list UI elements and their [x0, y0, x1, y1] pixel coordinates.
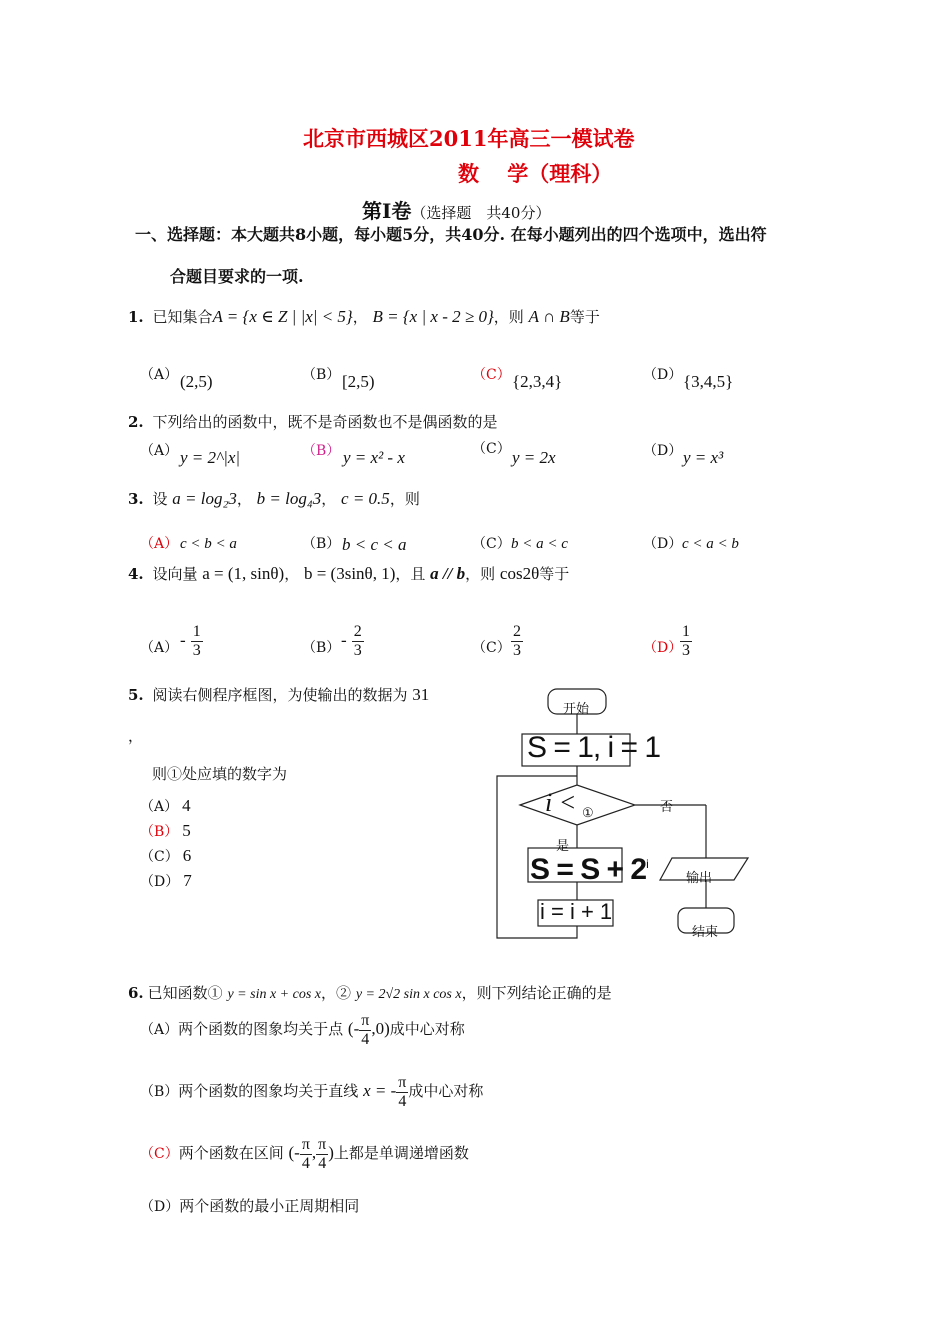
expr: A ∩ B: [528, 307, 570, 326]
sign: -: [180, 630, 186, 650]
then-text: 则: [508, 308, 524, 326]
equals-text: 等于: [569, 308, 600, 326]
flowchart: [480, 680, 770, 950]
denominator: 4: [361, 1030, 370, 1048]
separator: ，②: [321, 984, 352, 1002]
q3-option-a: （A）: [140, 536, 179, 552]
q3-option-a-value: c < b < a: [180, 536, 237, 552]
math-post: ,0): [371, 1019, 390, 1039]
option-label: （A）: [140, 1022, 179, 1039]
part-label: 第Ⅰ卷: [362, 199, 412, 223]
q3-option-b-value: b < c < a: [342, 535, 407, 554]
stem-text: 阅读右侧程序框图，为使输出的数据为: [152, 686, 408, 704]
question-number: 1.: [128, 308, 144, 326]
fraction: [191, 623, 203, 659]
sign: -: [341, 630, 347, 650]
stem-end: ，则下列结论正确的是: [461, 984, 612, 1002]
fraction: [300, 1136, 312, 1172]
math-mid: ,: [311, 1143, 317, 1163]
q1-option-b-value: [2,5): [342, 372, 375, 391]
section-instruction-line1: 一、选择题：本大题共8小题，每小题5分，共40分. 在每小题列出的四个选项中，选出符: [135, 225, 767, 244]
denominator: 4: [398, 1092, 407, 1110]
flowchart-decision: [520, 785, 635, 825]
part-note: （选择题 共40分）: [411, 204, 551, 222]
option-text: 两个函数的图象均关于点: [178, 1020, 344, 1039]
q2-option-a: （A）: [140, 443, 179, 459]
option-label: （B）: [140, 1084, 179, 1101]
stem-text: 已知集合: [152, 308, 213, 326]
question-1-stem: 1. 已知集合A = {x ∈ Z | |x| < 5}， B = {x | x - 2 ≥ 0}，则 A ∩ B等于: [128, 307, 600, 326]
q2-option-c-value: y = 2x: [512, 448, 556, 467]
q1-option-d: [643, 364, 682, 384]
q4-option-d: （D）: [643, 640, 683, 656]
set-b: B = {x | x - 2 ≥ 0}: [372, 307, 494, 326]
option-label: （C）: [472, 367, 511, 383]
q3-option-d: （D）: [643, 536, 683, 552]
question-5-comma: ，: [128, 727, 144, 745]
option-value: 4: [182, 796, 191, 815]
option-label: （D）: [140, 874, 180, 890]
flowchart-output-label: 输出: [686, 871, 713, 886]
denominator: 3: [682, 641, 690, 659]
math-post: ): [328, 1143, 334, 1163]
q6-option-a: [140, 1012, 465, 1048]
denominator: 3: [353, 641, 362, 659]
q4-option-c-value: [511, 623, 523, 659]
exam-title: 北京市西城区2011年高三一模试卷: [303, 126, 635, 151]
question-4-stem: 4. 设向量 a = (1, sinθ)， b = (3sinθ, 1)，且 a // b，则 cos2θ等于: [128, 564, 570, 583]
vector-b: b = (3sinθ, 1): [303, 564, 396, 583]
function-1: y = sin x + cos x: [227, 987, 322, 1002]
numerator: 2: [353, 623, 362, 640]
option-value: 7: [183, 871, 192, 890]
stem-text: 设: [152, 490, 168, 508]
flowchart-no-label: 否: [660, 800, 674, 815]
math-pre: (-: [347, 1019, 360, 1039]
q1-option-c: [472, 364, 511, 384]
option-text: 两个函数的图象均关于直线: [178, 1082, 359, 1101]
cond-text: ，且: [395, 565, 426, 583]
flowchart-body1-label: [530, 849, 648, 885]
q6-option-c: [140, 1136, 469, 1172]
option-text-post: 成中心对称: [389, 1020, 465, 1039]
fraction-2: [316, 1136, 328, 1172]
denominator: 3: [192, 641, 201, 659]
q3-option-c-value: b < a < c: [511, 536, 568, 552]
def-c: c = 0.5: [341, 489, 390, 508]
q2-option-b-value: y = x² - x: [343, 448, 405, 467]
q1-option-b: [302, 364, 340, 384]
fraction: [359, 1012, 371, 1048]
option-label: （A）: [140, 367, 179, 383]
fraction: [396, 1074, 408, 1110]
q4-option-a: （A）: [140, 640, 179, 656]
q2-option-c: （C）: [472, 441, 511, 457]
fraction: [680, 623, 692, 659]
option-text-post: 上都是单调递增函数: [333, 1144, 469, 1163]
function-2: y = 2√2 sin x cos x: [355, 987, 462, 1002]
question-number: 2.: [128, 413, 144, 431]
q3-option-c: （C）: [472, 536, 511, 552]
q6-option-d: [140, 1195, 359, 1216]
fraction: [352, 623, 364, 659]
equals-text: 等于: [539, 565, 570, 583]
option-label: （D）: [643, 367, 683, 383]
question-5-stem: [128, 684, 429, 705]
target-value: 31: [412, 685, 430, 704]
denominator: 4: [318, 1154, 327, 1172]
option-label: （C）: [140, 1146, 179, 1163]
set-a: A = {x ∈ Z | |x| < 5}: [212, 307, 353, 326]
option-label: （B）: [302, 367, 341, 383]
body1-exponent: i: [646, 857, 648, 871]
option-value: 6: [182, 846, 192, 865]
then-text: ，则: [465, 565, 496, 583]
q4-option-d-value: [680, 623, 692, 659]
option-label: （C）: [140, 849, 179, 865]
q1-option-a: [140, 364, 178, 384]
question-number: 4.: [128, 565, 144, 583]
q4-option-b: （B）: [302, 640, 341, 656]
numerator: π: [361, 1012, 370, 1029]
q1-option-c-value: {2,3,4}: [512, 372, 563, 391]
fraction: [511, 623, 523, 659]
def-b: b = log₄3: [256, 489, 322, 508]
q5-option-c: [140, 846, 191, 866]
flowchart-body2-label: i = i + 1: [540, 899, 613, 924]
q5-option-d: [140, 871, 192, 891]
numerator: π: [318, 1136, 327, 1153]
question-3-stem: 3. 设 a = log₂3， b = log₄3， c = 0.5，则: [128, 489, 420, 508]
numerator: 1: [682, 623, 690, 640]
stem-text: 已知函数①: [147, 984, 223, 1002]
q5-option-b: [140, 821, 191, 841]
option-text-post: 成中心对称: [408, 1082, 484, 1101]
q6-option-b: [140, 1074, 483, 1110]
q1-option-d-value: {3,4,5}: [683, 372, 734, 391]
then-text: ，则: [389, 490, 420, 508]
exam-subtitle: 数 学（理科）: [458, 161, 613, 186]
math-pre: x = -: [363, 1081, 397, 1101]
def-a: a = log₂3: [172, 489, 237, 508]
expr: cos2θ: [499, 564, 540, 583]
flowchart-condition-label: i <: [545, 788, 577, 817]
q3-option-d-value: c < a < b: [682, 536, 739, 552]
denominator: 3: [513, 641, 521, 659]
denominator: 4: [301, 1154, 310, 1172]
flowchart-init-label: S = 1, i = 1: [527, 731, 661, 764]
part-title: [362, 195, 550, 224]
stem-text: 下列给出的函数中，既不是奇函数也不是偶函数的是: [152, 413, 498, 431]
q1-option-a-value: (2,5): [180, 372, 213, 391]
math-pre: (-: [288, 1143, 300, 1163]
question-6-stem: [128, 982, 612, 1003]
question-number: 5.: [128, 686, 144, 704]
flowchart-blank-marker: ①: [582, 806, 594, 821]
option-text: 两个函数的最小正周期相同: [179, 1197, 360, 1215]
option-text: 两个函数在区间: [178, 1144, 284, 1163]
flowchart-end-label: 结束: [692, 925, 719, 940]
q4-option-b-value: [341, 623, 364, 659]
q2-option-a-value: y = 2^|x|: [180, 448, 241, 467]
option-value: 5: [182, 821, 191, 840]
option-label: （D）: [140, 1199, 180, 1215]
numerator: π: [398, 1074, 407, 1091]
numerator: π: [301, 1136, 310, 1153]
q2-option-d-value: y = x³: [683, 448, 724, 467]
numerator: 2: [513, 623, 521, 640]
question-number: 6.: [128, 984, 144, 1002]
vector-a: a = (1, sinθ): [202, 564, 285, 583]
numerator: 1: [192, 623, 201, 640]
q5-option-a: [140, 796, 191, 816]
q4-option-c: （C）: [472, 640, 511, 656]
question-number: 3.: [128, 490, 144, 508]
q2-option-d: （D）: [643, 443, 683, 459]
flowchart-yes-label: 是: [556, 839, 570, 854]
option-label: （A）: [140, 799, 179, 815]
flowchart-start-label: 开始: [563, 702, 590, 717]
parallel-cond: a // b: [430, 564, 466, 583]
stem-text: 设向量: [152, 565, 198, 583]
q2-option-b: （B）: [302, 443, 341, 459]
option-label: （B）: [140, 824, 179, 840]
question-5-stem2: 则①处应填的数字为: [152, 765, 288, 783]
section-instruction-line2: 合题目要求的一项.: [170, 267, 304, 286]
question-2-stem: [128, 411, 497, 432]
q4-option-a-value: [180, 623, 203, 659]
body1-text: S = S + 2: [530, 853, 647, 886]
q3-option-b: （B）: [302, 536, 341, 552]
